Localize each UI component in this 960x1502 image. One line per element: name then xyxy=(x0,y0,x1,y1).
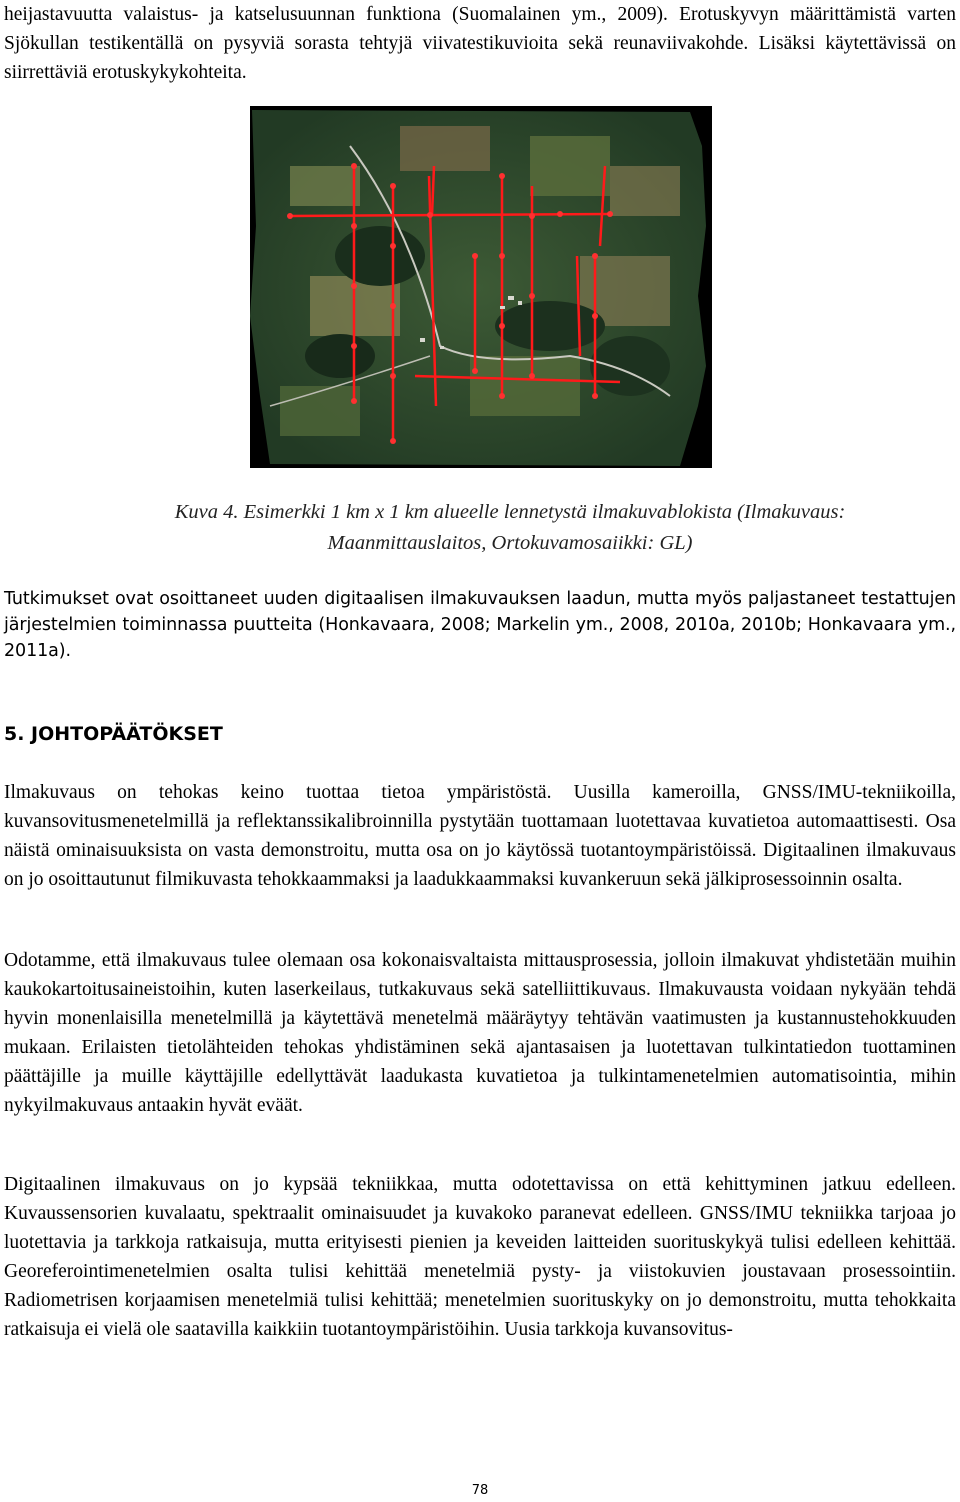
intro-paragraph: heijastavuutta valaistus- ja katselusuunnan funktiona (Suomalainen ym., 2009). Erotuskyvyn määrittämistä varten Sjökullan testikentällä on pysyviä sorasta tehtyjä viivatestikuvioita sekä reunaviivakohde. Lisäksi käytettävissä on siirrettäviä erotuskykykohteita. xyxy=(4,4,956,83)
conclusion-paragraph-3: Digitaalinen ilmakuvaus on jo kypsää tekniikkaa, mutta odotettavissa on että kehittyminen jatkuu edelleen. Kuvaussensorien kuvalaatu, spektraalit ominaisuudet ja kuvakoko paranevat edelleen. GNSS/IMU tekniikka tarjoaa jo luotettavia ja tarkkoja ratkaisuja, mutta erityisesti pienien ja keveiden laitteiden suorituskykyä tulisi edelleen kehittää. Georeferointimenetelmien osalta tulisi kehittää menetelmiä pysty- ja viistokuvien joustavaan prosessointiin. Radiometrisen korjaamisen menetelmiä tulisi kehittää; menetelmien suorituskyky on jo demonstroitu, mutta tehokkaita ratkaisuja ei vielä ole saatavilla kaikkiin tuotantoympäristöihin. Uusia tarkkoja kuvansovitus- xyxy=(4,1174,956,1340)
page-number: 78 xyxy=(471,1483,489,1498)
aerial-orthophoto-mosaic-icon xyxy=(250,106,712,468)
aerial-image-figure xyxy=(250,106,712,468)
conclusion-paragraph-2: Odotamme, että ilmakuvaus tulee olemaan osa kokonaisvaltaista mittausprosessia, jolloin ilmakuvat yhdistetään muihin kaukokartoitusaineistoihin, kuten laserkeilaus, tutkakuvaus sekä satelliittikuvaus. Ilmakuvausta voidaan nykyään tehdä hyvin monenlaisilla menetelmillä ja käytettävä menetelmä määräytyy tehtävän vaatimusten ja kustannustehokkuuden mukaan. Erilaisten tietolähteiden tehokas yhdistäminen sekä ajantasaisen ja luotettavan tulkintatiedon tuottaminen päättäjille ja muille käyttäjille edellyttävät laadukasta kuvatietoa ja tulkintamenetelmien automatisointia, mihin nykyilmakuvaus antaakin hyvät eväät. xyxy=(4,950,956,1116)
conclusion-paragraph-1: Ilmakuvaus on tehokas keino tuottaa tietoa ympäristöstä. Uusilla kameroilla, GNSS/IMU-tekniikoilla, kuvansovitusmenetelmillä ja reflektanssikalibroinnilla pystytään tuottamaan luotettavaa kuvatietoa automaattisesti. Osa näistä ominaisuuksista on vasta demonstroitu, mutta osa on jo käytössä tuotantoympäristöissä. Digitaalinen ilmakuvaus on jo osoittautunut filmikuvasta tehokkaammaksi ja laadukkaammaksi kuvankeruun sekä jälkiprosessoinnin osalta. xyxy=(4,782,956,890)
section-heading: 5. JOHTOPÄÄTÖKSET xyxy=(4,723,223,745)
caption-text: Esimerkki 1 km x 1 km alueelle lennetystä ilmakuvablokista (Ilmakuvaus: Maanmittauslaitos, Ortokuvamosaiikki: GL) xyxy=(243,501,846,554)
figure-caption xyxy=(150,497,870,559)
paragraph-research-findings: Tutkimukset ovat osoittaneet uuden digitaalisen ilmakuvauksen laadun, mutta myös paljastaneet testattujen järjestelmien toiminnassa puutteita (Honkavaara, 2008; Markelin ym., 2008, 2010a, 2010b; Honkavaara ym., 2011a). xyxy=(4,589,956,661)
caption-label: Kuva 4. xyxy=(174,501,239,523)
